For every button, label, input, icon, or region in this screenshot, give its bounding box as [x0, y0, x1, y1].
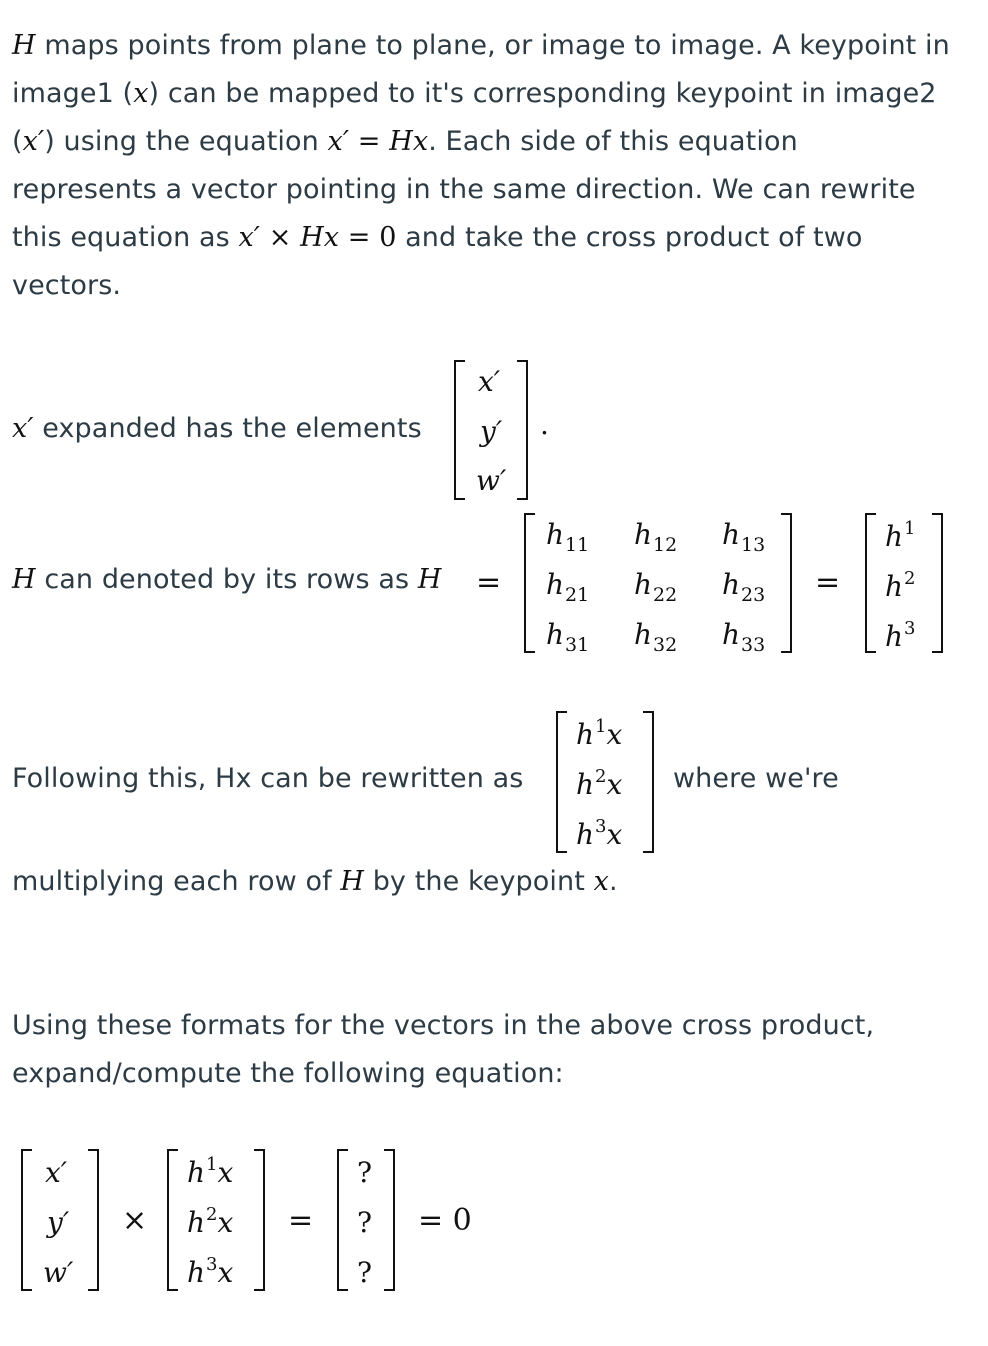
math-x: x — [133, 78, 149, 109]
vector-elem: y′ — [480, 415, 503, 448]
vector-elem: $h^2x$ — [187, 1204, 234, 1239]
para1-line6: vectors. — [12, 270, 122, 301]
matrix-cell: $h_{31}$ — [546, 618, 590, 656]
text: image1 ( — [12, 78, 134, 109]
vector-elem: $h^2$ — [885, 568, 916, 603]
vector-elem: w′ — [476, 464, 507, 497]
para1-line3 — [12, 118, 798, 166]
matrix-cell: $h_{32}$ — [634, 618, 678, 656]
where-text: where we're — [673, 763, 839, 794]
math-equals-zero: = 0 — [339, 222, 397, 253]
bracket-right — [254, 1149, 265, 1291]
bracket-right — [384, 1149, 395, 1291]
para1-line2 — [12, 70, 937, 118]
text: . — [608, 866, 618, 897]
matrix-cell: $h_{11}$ — [546, 518, 590, 556]
math-x-prime: x′ — [327, 126, 350, 157]
bracket-left — [21, 1149, 32, 1291]
vector-elem: $h^3$ — [885, 618, 916, 653]
text: ) can be mapped to it's corresponding keypoint in image2 — [148, 78, 937, 109]
para1-line1-text: maps points from plane to plane, or image to image. A keypoint in — [35, 30, 950, 61]
vector-elem: w′ — [43, 1256, 74, 1289]
text: this equation as — [12, 222, 239, 253]
multiplying-line — [12, 858, 618, 906]
x-prime-vector — [454, 360, 528, 500]
math-H: H — [417, 564, 442, 595]
text: and take the cross product of two — [396, 222, 863, 253]
period: . — [540, 408, 549, 441]
final-hx-vector — [167, 1149, 265, 1291]
bracket-left — [556, 711, 567, 853]
unknown-cell: ? — [357, 1256, 373, 1289]
equals-sign: = — [476, 565, 502, 600]
bracket-left — [337, 1149, 348, 1291]
text: by the keypoint — [364, 866, 594, 897]
math-x-prime: x′ — [12, 413, 34, 444]
vector-elem: $h^3x$ — [576, 816, 623, 851]
para1-line1 — [12, 22, 950, 70]
vector-elem: x′ — [478, 365, 501, 398]
math-x-prime: x′ — [22, 126, 45, 157]
equals-zero: = 0 — [418, 1203, 472, 1238]
hx-vector — [556, 711, 654, 853]
para1-line5 — [12, 214, 863, 262]
bracket-left — [454, 360, 465, 500]
math-H: H — [12, 564, 36, 595]
math-H: H — [12, 30, 36, 61]
vector-elem: x′ — [45, 1156, 68, 1189]
bracket-right — [781, 513, 792, 653]
bracket-right — [517, 360, 528, 500]
vector-elem: $h^1$ — [885, 518, 916, 553]
bracket-right — [932, 513, 943, 653]
math-H: H — [340, 866, 365, 897]
vector-elem: $h^2x$ — [576, 766, 623, 801]
text: expanded has the elements — [33, 413, 422, 444]
matrix-cell: $h_{33}$ — [722, 618, 766, 656]
h-matrix — [524, 513, 792, 656]
equals-sign: = — [815, 565, 841, 600]
text: can denoted by its rows as — [35, 564, 418, 595]
math-equals: = — [349, 126, 390, 157]
unknown-vector — [337, 1149, 395, 1291]
math-times: × — [260, 222, 301, 253]
math-x-prime: x′ — [238, 222, 261, 253]
matrix-cell: $h_{21}$ — [546, 568, 590, 606]
rows-line — [12, 556, 441, 604]
using-line1: Using these formats for the vectors in the above cross product, — [12, 1010, 875, 1041]
vector-elem: $h^1x$ — [187, 1154, 234, 1189]
bracket-left — [865, 513, 876, 653]
text: ) using the equation — [44, 126, 328, 157]
following-line: Following this, Hx can be rewritten as — [12, 763, 524, 794]
bracket-left — [524, 513, 535, 653]
matrix-cell: $h_{23}$ — [722, 568, 766, 606]
vector-elem: y′ — [47, 1206, 70, 1239]
math-Hx: Hx — [300, 222, 340, 253]
matrix-cell: $h_{13}$ — [722, 518, 766, 556]
final-left-vector — [21, 1149, 99, 1291]
math-x: x — [593, 866, 609, 897]
times-sign: × — [122, 1203, 148, 1238]
text: ( — [12, 126, 23, 157]
bracket-right — [88, 1149, 99, 1291]
matrix-cell: $h_{12}$ — [634, 518, 678, 556]
using-line2: expand/compute the following equation: — [12, 1058, 564, 1089]
vector-elem: $h^1x$ — [576, 716, 623, 751]
math-Hx: Hx — [389, 126, 429, 157]
bracket-right — [643, 711, 654, 853]
para1-line4: represents a vector pointing in the same direction. We can rewrite — [12, 174, 916, 205]
bracket-left — [167, 1149, 178, 1291]
text: multiplying each row of — [12, 866, 341, 897]
expanded-line — [12, 405, 422, 453]
unknown-cell: ? — [357, 1156, 373, 1189]
unknown-cell: ? — [357, 1206, 373, 1239]
h-row-vector — [865, 513, 943, 653]
matrix-cell: $h_{22}$ — [634, 568, 678, 606]
text: . Each side of this equation — [428, 126, 798, 157]
equals-sign: = — [288, 1203, 314, 1238]
vector-elem: $h^3x$ — [187, 1254, 234, 1289]
